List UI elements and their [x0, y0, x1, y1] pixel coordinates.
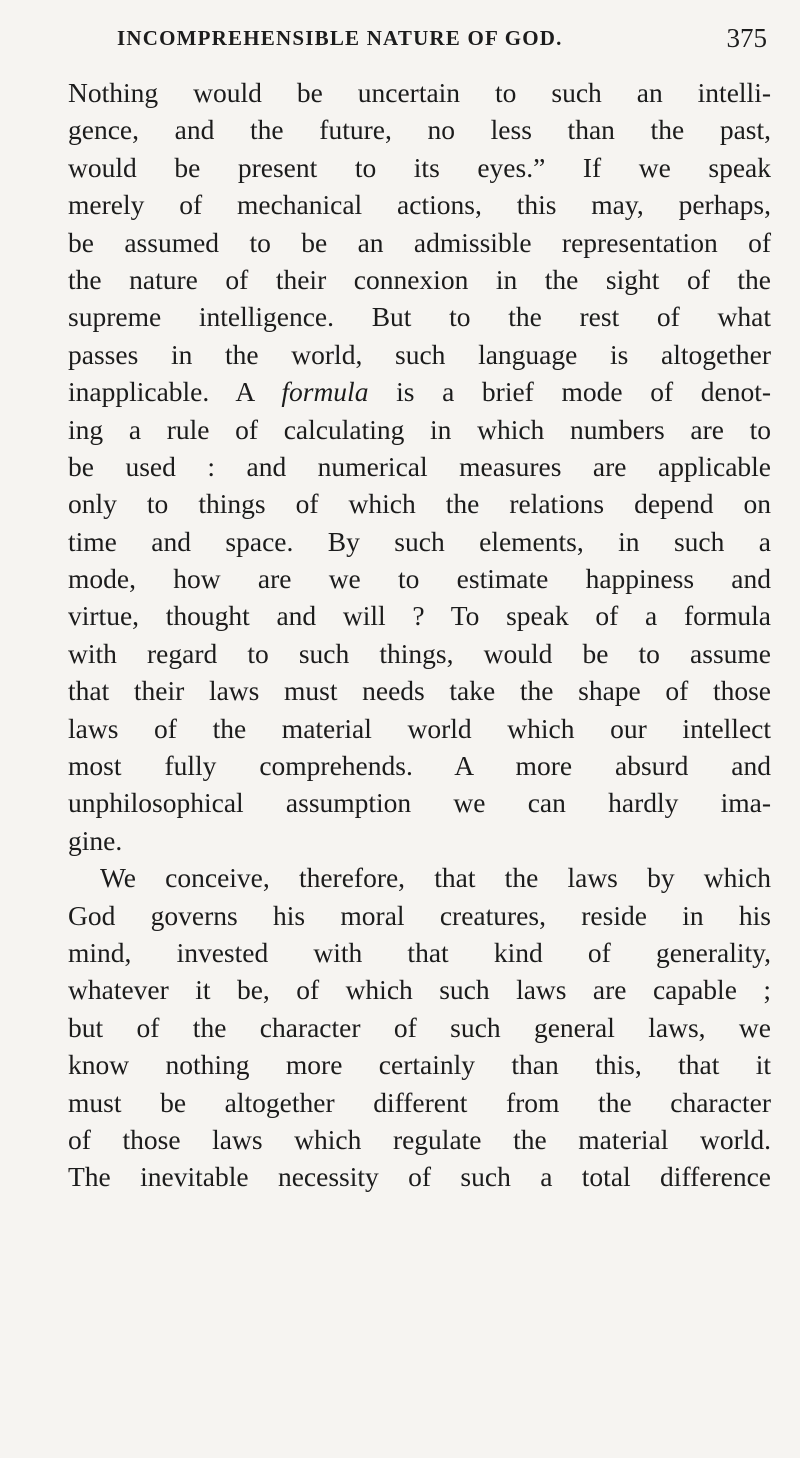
- text-line: that their laws must needs take the shape of those: [68, 675, 771, 707]
- text-line: whatever it be, of which such laws are capable ;: [68, 974, 771, 1006]
- text-line: passes in the world, such language is altogether: [68, 338, 771, 370]
- text-line: know nothing more certainly than this, that it: [68, 1049, 771, 1081]
- text-line: but of the character of such general laws, we: [68, 1011, 771, 1043]
- text-line: would be present to its eyes.” If we speak: [68, 151, 771, 183]
- text-line: unphilosophical assumption we can hardly ima-: [68, 787, 771, 819]
- text-line: [68, 373, 771, 410]
- text-line: Nothing would be uncertain to such an intelli-: [68, 77, 771, 108]
- text-line: God governs his moral creatures, reside in his: [68, 899, 771, 931]
- text-line: time and space. By such elements, in such a: [68, 525, 771, 557]
- text-line: be assumed to be an admissible representation of: [68, 226, 771, 258]
- text-line: with regard to such things, would be to assume: [68, 637, 771, 669]
- italic-term: formula: [281, 376, 369, 408]
- text-line: laws of the material world which our intellect: [68, 712, 771, 744]
- text-line: only to things of which the relations depend on: [68, 488, 771, 520]
- text-line: ing a rule of calculating in which numbers are to: [68, 413, 771, 445]
- text-line: gine.: [68, 824, 123, 856]
- text-line: of those laws which regulate the material world.: [68, 1123, 771, 1155]
- text-line: the nature of their connexion in the sight of the: [68, 263, 771, 295]
- page-number: 375: [726, 23, 767, 53]
- running-title: INCOMPREHENSIBLE NATURE OF GOD.: [117, 26, 563, 50]
- text-line: virtue, thought and will ? To speak of a formula: [68, 600, 771, 632]
- text-line: most fully comprehends. A more absurd and: [68, 750, 771, 782]
- text-line: merely of mechanical actions, this may, perhaps,: [68, 189, 771, 221]
- text-line: gence, and the future, no less than the past,: [68, 114, 771, 146]
- text-segment: is a brief mode of denot-: [368, 376, 771, 408]
- text-segment: inapplicable. A: [68, 376, 282, 408]
- page-body: [68, 74, 771, 1196]
- text-line: must be altogether different from the character: [68, 1086, 771, 1118]
- text-line: mind, invested with that kind of generality,: [68, 936, 771, 968]
- text-line: The inevitable necessity of such a total difference: [68, 1161, 771, 1193]
- page-header: [117, 23, 767, 60]
- text-line: be used : and numerical measures are applicable: [68, 450, 771, 482]
- text-line: mode, how are we to estimate happiness and: [68, 563, 771, 595]
- text-line: We conceive, therefore, that the laws by which: [100, 862, 771, 894]
- text-line: supreme intelligence. But to the rest of what: [68, 301, 771, 333]
